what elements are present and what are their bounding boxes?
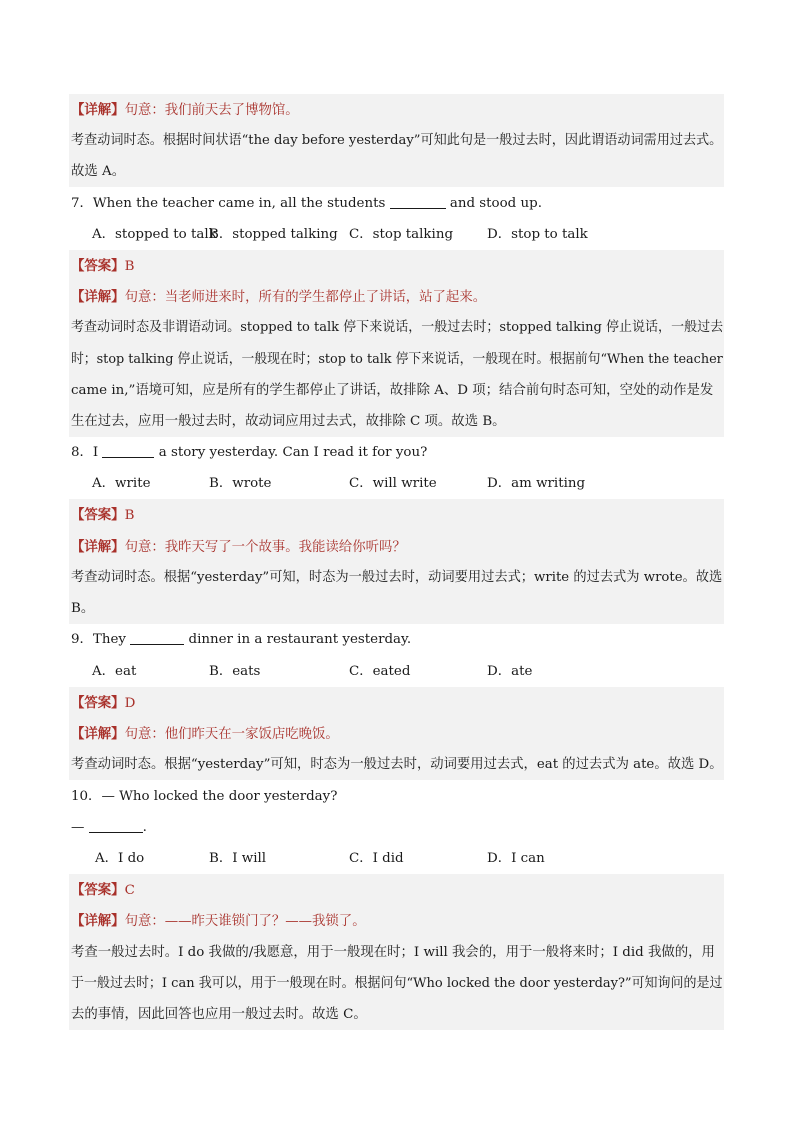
detail-meaning: 句意：——昨天谁锁门了？——我锁了。 [124, 914, 366, 929]
detail-meaning: 句意：他们昨天在一家饭店吃晚饭。 [124, 727, 339, 742]
q9-stem [71, 628, 411, 652]
option-b[interactable]: B．I will [209, 851, 267, 866]
q6-explanation-2: 故选 A。 [71, 164, 126, 179]
detail-tag: 【详解】 [71, 726, 125, 742]
answer-tag: 【答案】 [71, 507, 125, 523]
q9-answer-line [71, 691, 135, 715]
detail-meaning: 句意：当老师进来时，所有的学生都停止了讲话，站了起来。 [124, 290, 487, 305]
answer-value: C [124, 883, 135, 898]
detail-tag: 【详解】 [71, 102, 125, 118]
option-b[interactable]: B．wrote [209, 476, 272, 491]
stem-after: dinner in a restaurant yesterday. [188, 632, 412, 647]
q8-detail-line [71, 535, 406, 559]
stem-before: They [92, 632, 126, 647]
option-d[interactable]: D．am writing [487, 476, 586, 491]
q7-explanation-1: 考查动词时态及非谓语动词。stopped to talk 停下来说话，一般过去时；stopped talking 停止说话，一般过去 [71, 320, 724, 335]
option-d[interactable]: D．stop to talk [487, 227, 588, 242]
answer-tag: 【答案】 [71, 258, 125, 274]
detail-meaning: 句意：我们前天去了博物馆。 [124, 103, 299, 118]
option-a[interactable]: A．eat [92, 664, 137, 679]
q8-stem [71, 441, 427, 465]
option-b[interactable]: B．eats [209, 664, 261, 679]
q8-answer-line [71, 503, 134, 527]
q7-explanation-4: 生在过去，应用一般过去时，故动词应用过去式，故排除 C 项。故选 B。 [71, 414, 506, 429]
q8-explanation-2: B。 [71, 601, 95, 616]
detail-meaning: 句意：我昨天写了一个故事。我能读给你听吗？ [124, 540, 406, 555]
reply-end: . [142, 820, 147, 835]
option-a[interactable]: A．stopped to talk [92, 227, 217, 242]
question-number: 7． [71, 196, 93, 211]
question-number: 8． [71, 445, 93, 460]
answer-value: B [124, 508, 135, 523]
option-b[interactable]: B．stopped talking [209, 227, 338, 242]
q7-explanation-2: 时；stop talking 停止说话，一般现在时；stop to talk 停下来说话，一般现在时。根据前句“When the teacher [71, 352, 723, 367]
q10-answer-line [71, 878, 135, 902]
option-d[interactable]: D．I can [487, 851, 545, 866]
q7-detail-line [71, 285, 486, 309]
q10-reply [71, 816, 147, 840]
q9-options [92, 660, 712, 684]
q8-answer-band [69, 499, 724, 624]
q6-detail-line [71, 98, 299, 122]
stem-before: When the teacher came in, all the students [92, 196, 386, 211]
option-c[interactable]: C．will write [349, 476, 437, 491]
q7-explanation-3: came in,”语境可知，应是所有的学生都停止了讲话，故排除 A、D 项；结合前句时态可知，空处的动作是发 [71, 383, 714, 398]
answer-tag: 【答案】 [71, 695, 125, 711]
option-a[interactable]: A．write [92, 476, 151, 491]
answer-blank [130, 630, 184, 645]
answer-blank [390, 194, 446, 209]
answer-blank [89, 818, 143, 833]
detail-tag: 【详解】 [71, 539, 125, 555]
answer-value: B [124, 259, 135, 274]
answer-tag: 【答案】 [71, 882, 125, 898]
q10-explanation-2: 于一般过去时；I can 我可以，用于一般现在时。根据问句“Who locked the door yesterday?”可知询问的是过 [71, 976, 723, 991]
q9-explanation-1: 考查动词时态。根据“yesterday”可知，时态为一般过去时，动词要用过去式，eat 的过去式为 ate。故选 D。 [71, 757, 723, 772]
detail-tag: 【详解】 [71, 289, 125, 305]
q10-options [92, 847, 712, 871]
option-c[interactable]: C．I did [349, 851, 404, 866]
q7-answer-band [69, 250, 724, 437]
answer-value: D [124, 696, 136, 711]
question-number: 9． [71, 632, 93, 647]
stem-before: I [92, 445, 99, 460]
q10-stem [71, 785, 337, 809]
option-a[interactable]: A．I do [95, 851, 145, 866]
answer-blank [102, 443, 154, 458]
q7-answer-line [71, 254, 134, 278]
q10-explanation-1: 考查一般过去时。I do 我做的/我愿意，用于一般现在时；I will 我会的，用于一般将来时；I did 我做的，用 [71, 945, 715, 960]
question-number: 10． [71, 789, 102, 804]
option-d[interactable]: D．ate [487, 664, 533, 679]
q6-explanation-1: 考查动词时态。根据时间状语“the day before yesterday”可知此句是一般过去时，因此谓语动词需用过去式。 [71, 133, 723, 148]
q8-options [92, 472, 712, 496]
q7-stem [71, 192, 542, 216]
option-c[interactable]: C．eated [349, 664, 411, 679]
stem-after: a story yesterday. Can I read it for you? [158, 445, 428, 460]
option-c[interactable]: C．stop talking [349, 227, 454, 242]
q7-options [92, 223, 712, 247]
stem-text: — Who locked the door yesterday? [101, 789, 338, 804]
q10-explanation-3: 去的事情，因此回答也应用一般过去时。故选 C。 [71, 1007, 367, 1022]
q8-explanation-1: 考查动词时态。根据“yesterday”可知，时态为一般过去时，动词要用过去式；write 的过去式为 wrote。故选 [71, 570, 723, 585]
detail-tag: 【详解】 [71, 913, 125, 929]
reply-dash: — [71, 820, 85, 835]
q9-detail-line [71, 722, 339, 746]
stem-after: and stood up. [449, 196, 542, 211]
q10-detail-line [71, 909, 366, 933]
